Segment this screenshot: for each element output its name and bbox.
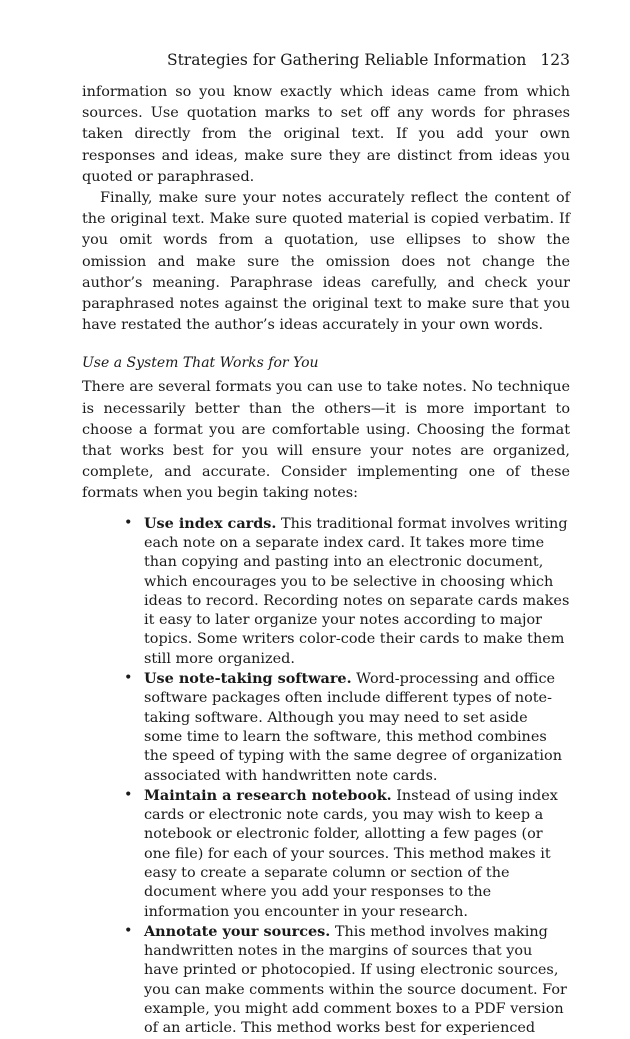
list-item-text: This method involves making handwritten notes in the margins of sources that you have printed or photocopied. If using electronic sources, you can make comments within the source document. For example, you might add comment boxes to a PDF version of an article. This method works best for experienced [144,923,567,1037]
bullet-icon: • [124,514,133,531]
list-item-lead: Annotate your sources. [144,922,331,940]
list-item-text: This traditional format involves writing each note on a separate index card. It takes more time than copying and pasting into an electronic document, which encourages you to be selective in choosing which ideas to record. Recording notes on separate cards makes it easy to later organize your notes according to major topics. Some writers color-code their cards to make them still more organized. [144,515,570,667]
list-item-text: Instead of using index cards or electronic note cards, you may wish to keep a notebook or electronic folder, allotting a few pages (or one file) for each of your sources. This method makes it easy to create a separate column or section of the document where you add your responses to the information you encounter in your research. [144,787,558,920]
section-subheading: Use a System That Works for You [82,355,319,372]
format-list [82,514,570,1039]
list-item [118,786,570,922]
list-item [118,514,570,669]
list-item-text: Word-processing and office software packages often include different types of note-taking software. Although you may need to set aside some time to learn the software, this method combines the speed of typing with the same degree of organization associated with handwritten note cards. [144,671,562,784]
paragraph-continued: information so you know exactly which ideas came from which sources. Use quotation marks to set off any words for phrases taken directly from the original text. If you add your own responses and ideas, make sure they are distinct from ideas you quoted or paraphrased. [82,84,570,185]
running-title: Strategies for Gathering Reliable Information [166,51,527,69]
list-item [118,669,570,786]
bullet-icon: • [124,922,133,939]
list-item-lead: Use index cards. [144,514,277,532]
list-item [118,922,570,1039]
list-item-lead: Use note-taking software. [144,670,352,688]
bullet-icon: • [124,786,133,803]
list-item-lead: Maintain a research notebook. [144,786,392,804]
paragraph-finally: Finally, make sure your notes accurately reflect the content of the original text. Make sure quoted material is copied verbatim. If you omit words from a quotation, use ellipses to show the omission and make sure the omission does not change the author’s meaning. Paraphrase ideas carefully, and check your paraphrased notes against the original text to make sure that you have restated the author’s ideas accurately in your own words. [82,190,570,334]
bullet-icon: • [124,670,133,687]
page-number: 123 [540,51,570,69]
running-header [82,50,570,70]
book-page [82,50,570,1039]
section-paragraph: There are several formats you can use to take notes. No technique is necessarily better than the others—it is more important to choose a format you are comfortable using. Choosing the format that works best for you will ensure your notes are organized, complete, and accurate. Consider implementing one of these formats when you begin taking notes: [82,379,570,502]
